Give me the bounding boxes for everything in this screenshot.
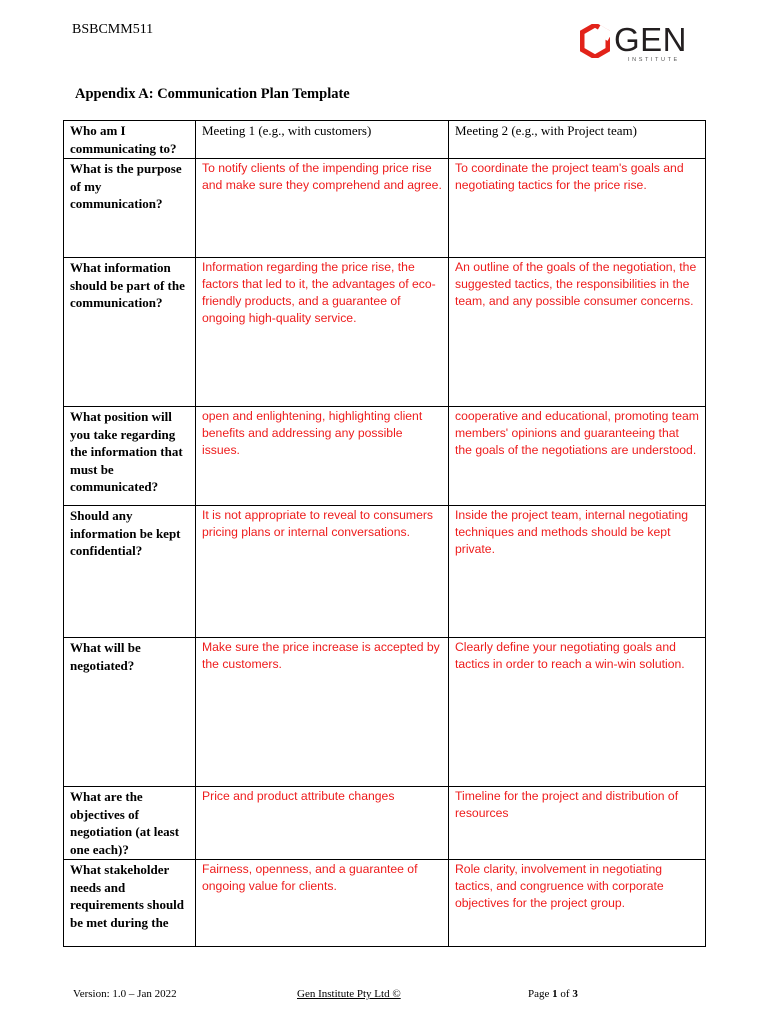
table-header-row — [64, 121, 706, 159]
footer-version: Version: 1.0 – Jan 2022 — [73, 988, 177, 1000]
question-cell: What are the objectives of negotiation (at least one each)? — [64, 787, 196, 860]
document-code: BSBCMM511 — [72, 22, 154, 37]
answer-cell-meeting-1: It is not appropriate to reveal to consumers pricing plans or internal conversations. — [196, 506, 449, 638]
answer-cell-meeting-2: Clearly define your negotiating goals and tactics in order to reach a win-win solution. — [449, 638, 706, 787]
table-row — [64, 407, 706, 506]
communication-plan-table — [63, 120, 706, 947]
answer-cell-meeting-1: Fairness, openness, and a guarantee of ongoing value for clients. — [196, 860, 449, 947]
question-cell: What position will you take regarding the information that must be communicated? — [64, 407, 196, 506]
logo-name: GEN — [614, 21, 688, 58]
page-prefix: Page — [528, 988, 553, 1000]
gen-institute-logo — [580, 22, 692, 66]
answer-cell-meeting-1: Make sure the price increase is accepted by the customers. — [196, 638, 449, 787]
footer-company: Gen Institute Pty Ltd © — [297, 988, 401, 1000]
question-cell: What will be negotiated? — [64, 638, 196, 787]
answer-cell-meeting-2: Timeline for the project and distribution of resources — [449, 787, 706, 860]
table-row — [64, 506, 706, 638]
question-cell: Who am I communicating to? — [64, 121, 196, 159]
answer-cell-meeting-2: Role clarity, involvement in negotiating tactics, and congruence with corporate objectives for the project group. — [449, 860, 706, 947]
answer-cell-meeting-1: Price and product attribute changes — [196, 787, 449, 860]
page-total: 3 — [572, 988, 578, 1000]
gen-hexagon-logo-icon — [580, 24, 610, 58]
column-header-meeting-1: Meeting 1 (e.g., with customers) — [196, 121, 449, 159]
logo-tagline: INSTITUTE — [628, 57, 680, 63]
footer-page-number — [528, 988, 578, 1000]
answer-cell-meeting-1: open and enlightening, highlighting client benefits and addressing any possible issues. — [196, 407, 449, 506]
answer-cell-meeting-2: An outline of the goals of the negotiation, the suggested tactics, the responsibilities in the team, and any possible consumer concerns. — [449, 258, 706, 407]
question-cell: What is the purpose of my communication? — [64, 159, 196, 258]
table-row — [64, 787, 706, 860]
table-row — [64, 159, 706, 258]
answer-cell-meeting-2: To coordinate the project team's goals and negotiating tactics for the price rise. — [449, 159, 706, 258]
answer-cell-meeting-2: cooperative and educational, promoting team members' opinions and guaranteeing that the goals of the negotiations are understood. — [449, 407, 706, 506]
column-header-meeting-2: Meeting 2 (e.g., with Project team) — [449, 121, 706, 159]
question-cell: What stakeholder needs and requirements should be met during the — [64, 860, 196, 947]
answer-cell-meeting-2: Inside the project team, internal negotiating techniques and methods should be kept private. — [449, 506, 706, 638]
table-row — [64, 860, 706, 947]
table-row — [64, 258, 706, 407]
answer-cell-meeting-1: To notify clients of the impending price rise and make sure they comprehend and agree. — [196, 159, 449, 258]
page-title: Appendix A: Communication Plan Template — [75, 86, 350, 102]
question-cell: Should any information be kept confidential? — [64, 506, 196, 638]
table-row — [64, 638, 706, 787]
page-current: 1 — [552, 988, 558, 1000]
page-separator: of — [557, 988, 573, 1000]
question-cell: What information should be part of the communication? — [64, 258, 196, 407]
answer-cell-meeting-1: Information regarding the price rise, the factors that led to it, the advantages of eco-friendly products, and a guarantee of ongoing high-quality service. — [196, 258, 449, 407]
